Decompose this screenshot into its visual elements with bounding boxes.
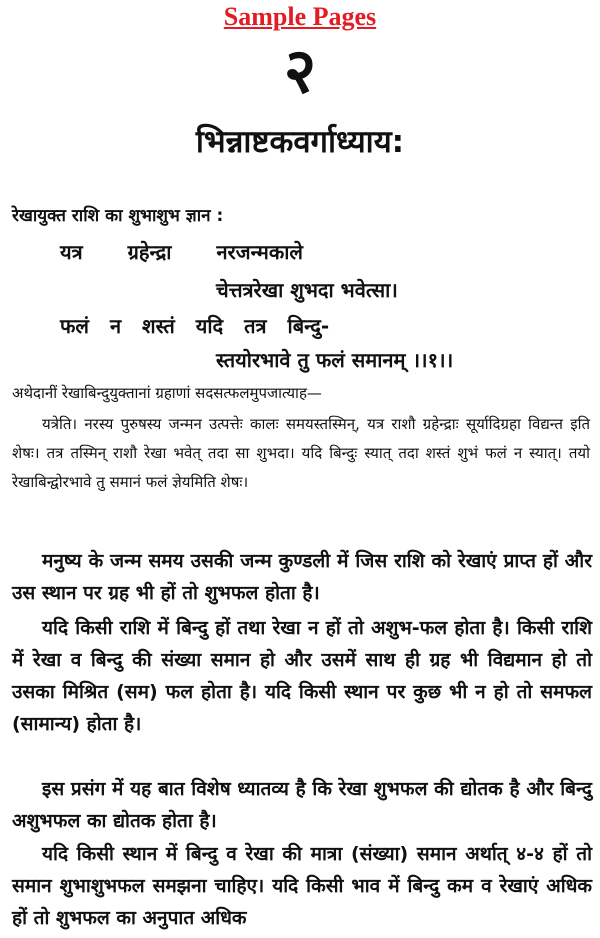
hindi-paragraph-4: यदि किसी स्थान में बिन्दु व रेखा की मात्रा (संख्या) समान अर्थात् ४-४ हों तो समान शुभाशुभफल समझना चाहिए। यदि किसी भाव में बिन्दु कम व रेखाएं अधिक हों तो शुभफल का अनुपात अधिक <box>12 843 592 929</box>
commentary-intro: अथेदानीं रेखाबिन्दुयुक्तानां ग्रहाणां सदसत्फलमुपजात्याह— <box>12 384 322 402</box>
section-heading: रेखायुक्त राशि का शुभाशुभ ज्ञान : <box>12 206 224 226</box>
hindi-paragraph-3: इस प्रसंग में यह बात विशेष ध्यातव्य है कि रेखा शुभफल की द्योतक है और बिन्दु अशुभफल का द्योतक होता है। <box>12 778 592 832</box>
verse-line-1: यत्र ग्रहेन्द्रा नरजन्मकाले <box>60 240 303 264</box>
chapter-title: भिन्नाष्टकवर्गाध्याय: <box>195 124 405 160</box>
commentary-paragraph: यत्रेति। नरस्य पुरुषस्य जन्मन उत्पत्तेः कालः समयस्तस्मिन्, यत्र राशौ ग्रहेन्द्राः सूर्यादिग्रहा विद्यन्त इति शेषः। तत्र तस्मिन् राशौ रेखा भवेत् तदा सा शुभदा। यदि बिन्दुः स्यात् तदा शस्तं शुभं फलं न स्यात्। तयो रेखाबिन्द्वोरभावे तु समानं फलं ज्ञेयमिति शेषः। <box>12 415 590 491</box>
verse-line-2: चेत्तत्ररेखा शुभदा भवेत्सा। <box>216 278 398 302</box>
sample-pages-banner: Sample Pages <box>223 2 377 31</box>
hindi-paragraph-1: मनुष्य के जन्म समय उसकी जन्म कुण्डली में जिस राशि को रेखाएं प्राप्त हों और उस स्थान पर ग्रह भी हों तो शुभफल होता है। <box>12 550 592 604</box>
verse-line-3: फलं न शस्तं यदि तत्र बिन्दु- <box>60 314 330 338</box>
hindi-paragraph-2: यदि किसी राशि में बिन्दु हों तथा रेखा न हों तो अशुभ-फल होता है। किसी राशि में रेखा व बिन्दु की संख्या समान हो और उसमें साथ ही ग्रह भी विद्यमान हो तो उसका मिश्रित (सम) फल होता है। यदि किसी स्थान पर कुछ भी न हो तो समफल (सामान्य) होता है। <box>12 617 592 735</box>
chapter-number: २ <box>283 34 317 107</box>
verse-line-4: स्तयोरभावे तु फलं समानम् ।।१।। <box>216 348 454 372</box>
